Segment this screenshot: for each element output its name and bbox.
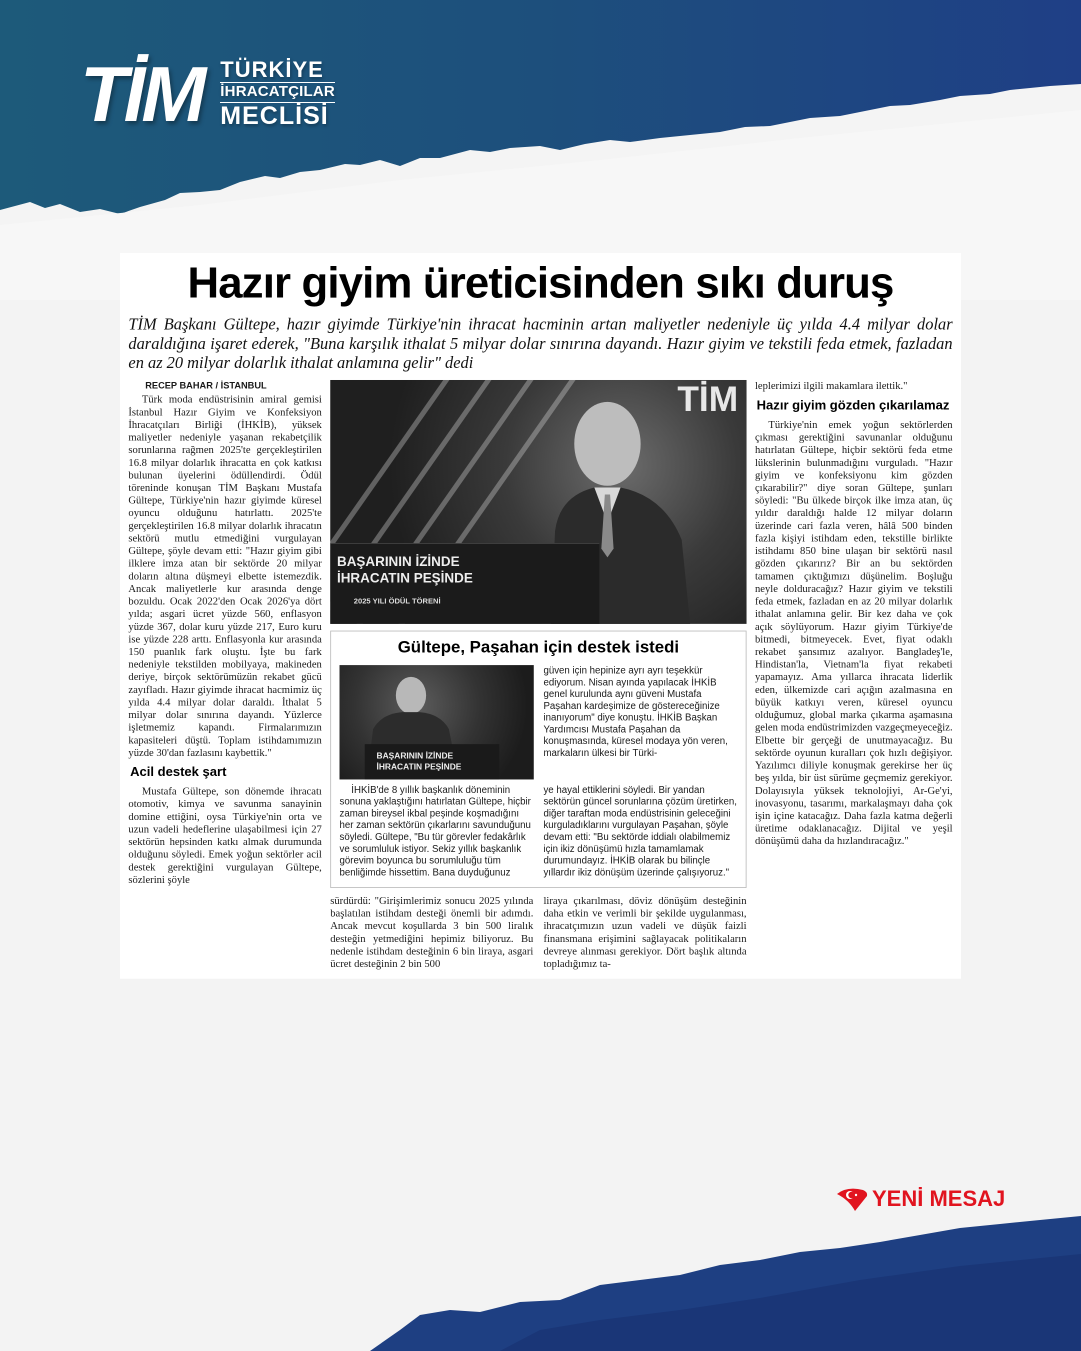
- column-4-paragraph-1: Türkiye'nin emek yoğun sektörlerden çıkması gerektiğini savunanlar olduğunu hatırlatan Gültepe, hiçbir sektörü feda etme lükslerinin bulunmadığını vurguladı. "Hazır giyim ve konfeksiyonu kim gözden çıkarabilir?" diye soran Gültepe, şunları söyledi: "Bu ülkede birçok ilke imza atan, üç yıldır daraldığı halde 12 milyar doların üzerinde cari fazla veren, hâlâ 500 binden fazla kişiyi istihdam eden, tekstille birlikte istihdamı 850 bine ulaşan bir sektörü nasıl gözden çıkarırız? Bir an bu sektörden tamamen çıktığımızı düşünelim. Boşluğu neyle dolduracağız? Hazır giyim ve tekstili feda etmek, fazladan en az 20 milyar dolarlık ithalat anlamına gelir. Bir kez daha ve çok açık söylüyorum. Hazır giyim Türkiye'de bitmedi, bitmeyecek. Evet, fiyat odaklı rekabet şansımız azalıyor. Bangladeş'le, Hindistan'la, Vietnam'la fiyat rekabeti yapamayız. Ama yıllarca ihracata liderlik eden, ülkemizde cari açığın azalmasına en büyük katkıyı veren, küresel oyuncu olduğumuz, global marka çıkarma aşamasına gelen moda endüstrimizden vazgeçmeyeceğiz. Elbette bir gerçeği de unutmayacağız. Bu sektörde oyunun kuralları çok hızlı değişiyor. Yazılımcı diliyle konuşmak gerekirse her üç beş yılda, bir üst sürüme geçmemiz gerekiyor. Dolayısıyla yüksek teknolojiyi, Ar-Ge'yi, inovasyonu, tasarımı, markalaşmayı daha çok işin içine katacağız. Daha fazla katma değerli üretime odaklanacağız. Dijital ve yeşil dönüşümü daha da hızlandıracağız.": [754, 418, 953, 847]
- yeni-mesaj-logo: [835, 1186, 1005, 1212]
- sidebar-box: [330, 631, 746, 888]
- flag-crescent-icon: [835, 1186, 869, 1212]
- sidebar-podium-line-1: BAŞARININ İZİNDE: [376, 751, 454, 761]
- sidebar-photo-speaker: [340, 665, 534, 779]
- newspaper-clipping: [120, 253, 961, 979]
- article-column-1: [128, 380, 321, 886]
- sidebar-text-right-bottom: ye hayal ettiklerini söyledi. Bir yandan sektörün güncel sorunlarına çözüm üretirken, diğer taraftan moda endüstrisinin geleceğini kurguladıklarını vurgulayan Paşahan, şöyle devam etti: "Bu sektörde iddialı olabilmemiz için ikiz dönüşümü hızla tamamlamak durumundayız. İHKİB olarak bu bilinçle yıllardır ikiz dönüşüm üzerinde çalışıyoruz.": [543, 785, 737, 878]
- main-photo-speaker: [330, 380, 746, 624]
- subhead-acil-destek: Acil destek şart: [130, 765, 227, 780]
- sidebar-box-body: [340, 665, 738, 879]
- podium-line-2: İHRACATIN PEŞİNDE: [336, 571, 473, 587]
- tim-logo-mark: TİM: [80, 50, 203, 138]
- column-2-paragraph: sürdürdü: "Girişimlerimiz sonucu 2025 yılında başlatılan istihdam desteği önemli bir adımdı. Ancak mevcut koşullarda 3 bin 500 liralık desteğin yetmediğini hepimiz biliyoruz. Bu nedenle istihdam desteğinin 6 bin liraya, asgari ücret desteğinin 2 bin 500: [330, 894, 534, 970]
- newspaper-clipping-frame: [120, 253, 961, 979]
- sidebar-podium-line-2: İHRACATIN PEŞİNDE: [376, 762, 462, 772]
- column-1-paragraph-1: Türk moda endüstrisinin amiral gemisi İstanbul Hazır Giyim ve Konfeksiyon İhracatçıları Birliği (İHKİB), yüksek maliyetler nedeniyle yaşanan rekabetçilik sorunlarına rağmen 2025'te gerçekleştirilen 16.8 milyar dolarlık ihracatta en çok katkısı bulunan üyelerini ödüllendirdi. Ödül töreninde konuşan TİM Başkanı Mustafa Gültepe, Türkiye'nin hazır giyimde küresel oyuncu olduğunu hatırlattı. 2025'te gerçekleştirilen 16.8 milyar dolarlık ihracatın sektörü mutlu etmediğini vurgulayan Gültepe, şöyle devam etti: "Hazır giyim gibi ilklere imza atan bir sektörde 20 milyar doların altına düşmeyi elbette istemezdik. Ancak maliyetlerle kur arasında denge bozuldu. Ocak 2022'den Ocak 2026'ya dört yılda; asgari ücret yüzde 560, enflasyon yüzde 367, dolar kuru yüzde 217, Euro kuru ise yüzde 228 arttı. Enflasyonla kur arasında 150 puanlık fark oluştu. İşte bu fark nedeniyle tekstilden mobilyaya, makineden deriye, birçok sektörümüzün rekabet gücü zayıfladı. Hazır giyimde ihracat hacmimiz üç yılda 4.4 milyar dolar daraldı. İthalat 5 milyar dolar sınırına dayandı. Yüzlerce işletmemiz kapandı. Firmalarımızın kapasiteleri düştü. Toplam istihdamımızın yüzde 30'dan fazlasını kaybettik.": [128, 393, 322, 759]
- column-3-paragraph: liraya çıkarılması, döviz dönüşüm desteğinin daha etkin ve verimli bir şekilde uygulanması, ihracatçımızın uzun vadeli ve düşük faizli finansmana erişimini sağlayacak politikaların devreye alınması gerekiyor. Dört başlık altında topladığımız ta-: [543, 894, 747, 970]
- article-middle: [330, 380, 746, 970]
- yeni-mesaj-name: YENİ MESAJ: [872, 1186, 1006, 1211]
- podium-line-1: BAŞARININ İZİNDE: [336, 554, 460, 570]
- article-lead: TİM Başkanı Gültepe, hazır giyimde Türkiye'nin ihracat hacminin artan maliyetler nedeniyle üç yılda 4.4 milyar dolar daraldığına işaret ederek, "Buna karşılık ithalat 5 milyar dolar sınırına dayandı. Hazır giyim ve tekstili feda etmek, fazladan en az 20 milyar dolarlık ithalat anlamına gelir" dedi: [128, 316, 953, 373]
- podium: [330, 543, 599, 624]
- sidebar-paragraph: İHKİB'de 8 yıllık başkanlık döneminin sonuna yaklaştığını hatırlatan Gültepe, hiçbir zaman bireysel ikbal peşinde koşmadığını her zaman sektörün çıkarlarını savunduğunu söyledi. Gültepe, "Bu tür görevler fedakârlık ve sorumluluk istiyor. Sekiz yıllık başkanlık görevim boyunca bu sorumluluğu tüm benliğimde hissettim. Bana duyduğunuz: [339, 785, 531, 878]
- byline: RECEP BAHAR / İSTANBUL: [145, 380, 267, 391]
- sidebar-text-left-bottom: [340, 785, 534, 879]
- sidebar-text-right-top: güven için hepinize ayrı ayrı teşekkür ediyorum. Nisan ayında yapılacak İHKİB genel kurulunda aynı güveni Mustafa Paşahan kardeşimize de göstereceğinize inanıyorum" diye konuştu. İHKİB Başkan Yardımcısı Mustafa Paşahan da konuşmasında, küresel modaya yön veren, markaların ülkesi bir Türki-: [543, 665, 728, 759]
- tim-logo-text: [220, 58, 335, 129]
- logo-line-3: MECLİSİ: [220, 102, 329, 131]
- sidebar-box-title: Gültepe, Paşahan için destek istedi: [397, 638, 680, 657]
- logo-line-2: İHRACATÇILAR: [220, 83, 335, 103]
- tim-logo: [80, 50, 335, 138]
- logo-line-1: TÜRKİYE: [220, 58, 335, 83]
- photo-screen-text: TİM: [677, 379, 739, 419]
- sidebar-podium: [365, 744, 500, 779]
- article-column-3: [543, 895, 746, 971]
- article-body: [128, 380, 952, 970]
- podium-line-3: 2025 YILI ÖDÜL TÖRENİ: [353, 596, 441, 606]
- article-under-box: [330, 895, 746, 971]
- article-headline: Hazır giyim üreticisinden sıkı duruş: [187, 258, 894, 308]
- subhead-hazir-giyim: Hazır giyim gözden çıkarılamaz: [756, 398, 950, 413]
- article-column-2: [330, 895, 533, 971]
- column-1-paragraph-2: Mustafa Gültepe, son dönemde ihracatı otomotiv, kimya ve savunma sanayinin domine ettiğini, oysa Türkiye'nin orta ve uzun vadeli hedeflerine ulaşabilmesi için 27 sektörün hepsinden katkı almak durumunda olduğunu söyledi. Emek yoğun sektörler acil destek gerektiğini vurgulayan Gültepe, sözlerini şöyle: [128, 785, 322, 886]
- article-column-4: [755, 380, 953, 848]
- column-4-paragraph-0: leplerimizi ilgili makamlara ilettik.": [754, 379, 908, 392]
